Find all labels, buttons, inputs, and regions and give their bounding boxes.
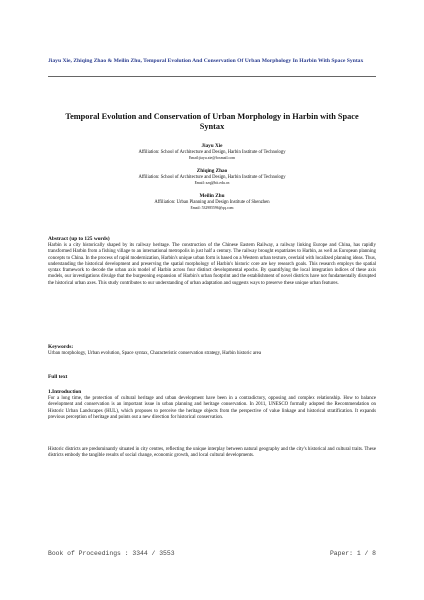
paper-title: Temporal Evolution and Conservation of Urban Morphology in Harbin with Space Syntax — [65, 112, 359, 131]
author-email: Email: zzq@hit.edu.cn — [194, 181, 230, 186]
running-head: Jiayu Xie, Zhiqing Zhao & Meilin Zhu, Temporal Evolution And Conservation Of Urban Morphology In Harbin With Space Syntax — [48, 58, 364, 64]
section-heading-introduction: 1.Introduction — [48, 389, 82, 395]
footer-proceedings: Book of Proceedings : 3344 / 3553 — [48, 550, 175, 557]
author-block-1 — [60, 143, 364, 161]
abstract-text: Harbin is a city historically shaped by its railway heritage. The construction of the Chinese Eastern Railway, a railway linking Europe and China, has rapidly transformed Harbin from a fishing village to an international metropolis in just half a century. The railway brought expatriates to Harbin, as well as European planning concepts to China. In the process of rapid modernization, Harbin's unique urban form is based on a Western urban texture, overlaid with localized planning ideas. Thus, understanding the historical development and preserving the spatial morphology of Harbin's historic core are key research goals. This research employs the spatial syntax framework to decode the urban axis model of Harbin across four distinct developmental epochs. By quantifying the local integration indices of these axis models, our investigations divulge that the burgeoning expansion of Harbin's urban footprint and the establishment of novel districts have not fundamentally disrupted the historical urban axes. This study contributes to our understanding of urban adaptation and suggests ways to preserve these unique urban features. — [48, 243, 376, 286]
full-text-heading: Full text — [48, 374, 68, 380]
author-block-2 — [60, 168, 364, 186]
author-affiliation: Affiliation: School of Architecture and Design, Harbin Institute of Technology — [138, 150, 286, 155]
author-block-3 — [60, 193, 364, 211]
header-rule — [48, 76, 376, 77]
footer-page-number: Paper: 1 / 8 — [329, 550, 376, 557]
author-name: Jiayu Xie — [201, 143, 223, 149]
keywords-heading: Keywords: — [48, 344, 74, 350]
intro-paragraph-2: Historic districts are predominantly situated in city centres, reflecting the unique interplay between natural geography and the city's historical and cultural traits. These districts embody the tangible results of social change, economic growth, and local cultural developments. — [48, 447, 376, 459]
author-affiliation: Affiliation: School of Architecture and Design, Harbin Institute of Technology — [138, 175, 286, 180]
author-affiliation: Affiliation: Urban Planning and Design Institute of Shenzhen — [154, 200, 270, 205]
keywords-text: Urban morphology, Urban evolution, Space syntax, Characteristic conservation strategy, Harbin historic area — [48, 351, 261, 356]
author-email: Email: 532985596@qq.com — [190, 206, 234, 211]
author-name: Zhiqing Zhao — [196, 168, 228, 174]
author-name: Meilin Zhu — [199, 193, 225, 199]
intro-paragraph-1: For a long time, the protection of cultural heritage and urban development have been in a contradictory, opposing and complex relationship. How to balance development and conservation is an important issue in urban planning and heritage conservation. In 2011, UNESCO formally adopted the Recommendation on Historic Urban Landscapes (HUL), which proposes to perceive the heritage objects from the perspective of value linkage and historical stratification. It expands previous perception of heritage and points out a new direction for historical conservation. — [48, 396, 376, 420]
abstract-heading: Abstract (up to 125 words) — [48, 236, 110, 242]
author-email: Email:jiayu.xie@foxmail.com — [188, 156, 236, 161]
